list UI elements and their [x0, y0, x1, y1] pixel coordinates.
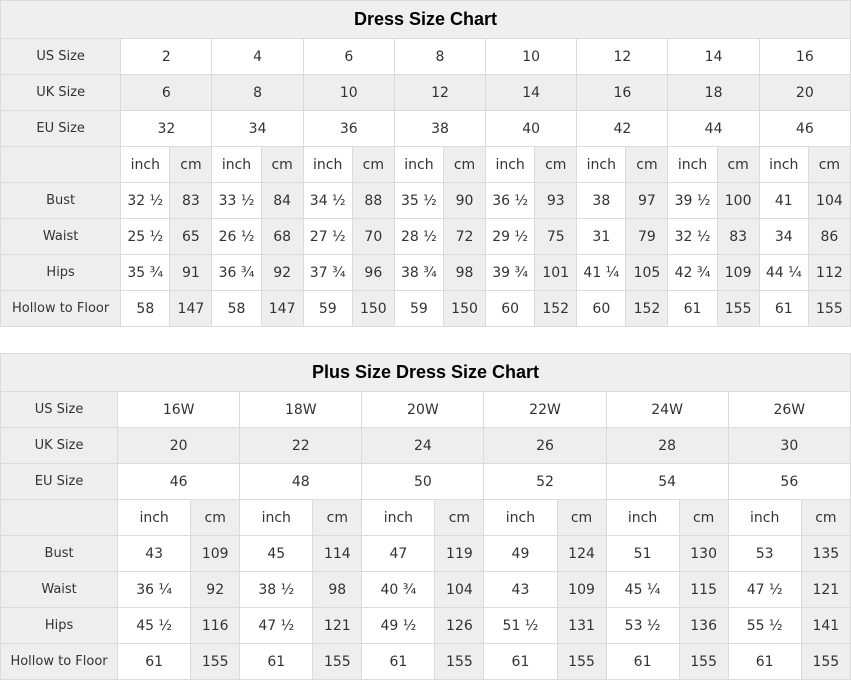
measure-value: 86 [808, 219, 850, 255]
size-value: 6 [121, 75, 212, 111]
size-value: 4 [212, 39, 303, 75]
measure-value: 121 [313, 608, 362, 644]
unit-cm-header: cm [679, 500, 728, 536]
measure-value: 112 [808, 255, 850, 291]
size-value: 16W [118, 392, 240, 428]
size-value: 12 [577, 39, 668, 75]
table-row [1, 291, 851, 327]
measure-value: 36 ½ [486, 183, 535, 219]
measure-value: 28 ½ [394, 219, 443, 255]
size-value: 8 [394, 39, 485, 75]
size-value: 10 [303, 75, 394, 111]
size-value: 10 [486, 39, 577, 75]
measure-value: 92 [191, 572, 240, 608]
table-row [1, 111, 851, 147]
measure-value: 61 [606, 644, 679, 680]
size-value: 42 [577, 111, 668, 147]
size-value: 44 [668, 111, 759, 147]
measure-value: 31 [577, 219, 626, 255]
measure-value: 88 [352, 183, 394, 219]
table-row [1, 147, 851, 183]
measure-value: 147 [261, 291, 303, 327]
row-label: Hips [1, 255, 121, 291]
unit-cm-header: cm [352, 147, 394, 183]
measure-value: 47 ½ [728, 572, 801, 608]
measure-value: 36 ¾ [212, 255, 261, 291]
unit-cm-header: cm [717, 147, 759, 183]
measure-value: 58 [121, 291, 170, 327]
measure-value: 35 ½ [394, 183, 443, 219]
size-value: 20 [759, 75, 850, 111]
size-value: 32 [121, 111, 212, 147]
measure-value: 41 ¼ [577, 255, 626, 291]
unit-inch-header: inch [728, 500, 801, 536]
measure-value: 155 [679, 644, 728, 680]
measure-value: 79 [626, 219, 668, 255]
measure-value: 25 ½ [121, 219, 170, 255]
measure-value: 100 [717, 183, 759, 219]
measure-value: 61 [484, 644, 557, 680]
size-value: 56 [728, 464, 850, 500]
measure-value: 65 [170, 219, 212, 255]
row-label: Hollow to Floor [1, 644, 118, 680]
measure-value: 36 ¼ [118, 572, 191, 608]
measure-value: 47 [362, 536, 435, 572]
unit-inch-header: inch [759, 147, 808, 183]
row-label: Hips [1, 608, 118, 644]
measure-value: 39 ½ [668, 183, 717, 219]
unit-inch-header: inch [486, 147, 535, 183]
measure-value: 155 [808, 291, 850, 327]
row-label: Waist [1, 572, 118, 608]
measure-value: 61 [668, 291, 717, 327]
row-label: Hollow to Floor [1, 291, 121, 327]
measure-value: 115 [679, 572, 728, 608]
row-label: US Size [1, 39, 121, 75]
measure-value: 155 [717, 291, 759, 327]
measure-value: 70 [352, 219, 394, 255]
measure-value: 34 ½ [303, 183, 352, 219]
size-value: 38 [394, 111, 485, 147]
unit-inch-header: inch [303, 147, 352, 183]
measure-value: 27 ½ [303, 219, 352, 255]
measure-value: 155 [557, 644, 606, 680]
measure-value: 34 [759, 219, 808, 255]
size-value: 50 [362, 464, 484, 500]
size-value: 46 [759, 111, 850, 147]
measure-value: 37 ¾ [303, 255, 352, 291]
measure-value: 43 [484, 572, 557, 608]
measure-value: 98 [443, 255, 485, 291]
table-row [1, 39, 851, 75]
unit-cm-header: cm [191, 500, 240, 536]
unit-inch-header: inch [212, 147, 261, 183]
measure-value: 75 [535, 219, 577, 255]
size-value: 26 [484, 428, 606, 464]
table-row [1, 219, 851, 255]
measure-value: 155 [191, 644, 240, 680]
table-row [1, 1, 851, 39]
measure-value: 61 [240, 644, 313, 680]
unit-cm-header: cm [557, 500, 606, 536]
row-label: Bust [1, 183, 121, 219]
measure-value: 96 [352, 255, 394, 291]
row-label: UK Size [1, 75, 121, 111]
table-row [1, 536, 851, 572]
measure-value: 58 [212, 291, 261, 327]
measure-value: 41 [759, 183, 808, 219]
measure-value: 55 ½ [728, 608, 801, 644]
size-value: 40 [486, 111, 577, 147]
measure-value: 130 [679, 536, 728, 572]
size-value: 28 [606, 428, 728, 464]
size-value: 54 [606, 464, 728, 500]
measure-value: 93 [535, 183, 577, 219]
measure-value: 121 [801, 572, 850, 608]
measure-value: 152 [535, 291, 577, 327]
measure-value: 141 [801, 608, 850, 644]
size-value: 24 [362, 428, 484, 464]
unit-cm-header: cm [313, 500, 362, 536]
unit-inch-header: inch [240, 500, 313, 536]
unit-inch-header: inch [606, 500, 679, 536]
size-value: 30 [728, 428, 850, 464]
row-label: UK Size [1, 428, 118, 464]
size-value: 24W [606, 392, 728, 428]
measure-value: 92 [261, 255, 303, 291]
measure-value: 51 ½ [484, 608, 557, 644]
row-label [1, 147, 121, 183]
measure-value: 104 [435, 572, 484, 608]
measure-value: 83 [717, 219, 759, 255]
unit-inch-header: inch [668, 147, 717, 183]
measure-value: 119 [435, 536, 484, 572]
row-label: EU Size [1, 111, 121, 147]
table-row [1, 644, 851, 680]
measure-value: 83 [170, 183, 212, 219]
measure-value: 109 [557, 572, 606, 608]
measure-value: 109 [717, 255, 759, 291]
unit-inch-header: inch [484, 500, 557, 536]
plus-size-dress-chart-table [0, 353, 851, 680]
measure-value: 61 [728, 644, 801, 680]
measure-value: 60 [486, 291, 535, 327]
measure-value: 155 [801, 644, 850, 680]
size-value: 8 [212, 75, 303, 111]
measure-value: 53 ½ [606, 608, 679, 644]
measure-value: 101 [535, 255, 577, 291]
table-row [1, 500, 851, 536]
size-value: 18 [668, 75, 759, 111]
size-value: 6 [303, 39, 394, 75]
row-label: EU Size [1, 464, 118, 500]
unit-cm-header: cm [801, 500, 850, 536]
size-value: 12 [394, 75, 485, 111]
row-label: Bust [1, 536, 118, 572]
size-value: 16 [759, 39, 850, 75]
unit-inch-header: inch [118, 500, 191, 536]
measure-value: 35 ¾ [121, 255, 170, 291]
measure-value: 47 ½ [240, 608, 313, 644]
unit-cm-header: cm [626, 147, 668, 183]
table-gap [0, 327, 851, 353]
measure-value: 61 [759, 291, 808, 327]
measure-value: 33 ½ [212, 183, 261, 219]
measure-value: 40 ¾ [362, 572, 435, 608]
size-value: 16 [577, 75, 668, 111]
table-row [1, 572, 851, 608]
measure-value: 38 ½ [240, 572, 313, 608]
measure-value: 45 ½ [118, 608, 191, 644]
measure-value: 98 [313, 572, 362, 608]
unit-cm-header: cm [808, 147, 850, 183]
measure-value: 45 [240, 536, 313, 572]
size-value: 20W [362, 392, 484, 428]
size-value: 22 [240, 428, 362, 464]
table-row [1, 392, 851, 428]
measure-value: 42 ¾ [668, 255, 717, 291]
measure-value: 44 ¼ [759, 255, 808, 291]
measure-value: 155 [313, 644, 362, 680]
row-label [1, 500, 118, 536]
unit-cm-header: cm [261, 147, 303, 183]
table-row [1, 428, 851, 464]
size-value: 14 [668, 39, 759, 75]
measure-value: 59 [303, 291, 352, 327]
unit-inch-header: inch [394, 147, 443, 183]
table-row [1, 464, 851, 500]
measure-value: 124 [557, 536, 606, 572]
measure-value: 104 [808, 183, 850, 219]
measure-value: 60 [577, 291, 626, 327]
size-value: 36 [303, 111, 394, 147]
measure-value: 38 ¾ [394, 255, 443, 291]
measure-value: 59 [394, 291, 443, 327]
table-row [1, 75, 851, 111]
measure-value: 53 [728, 536, 801, 572]
table-title: Dress Size Chart [1, 1, 851, 39]
measure-value: 49 ½ [362, 608, 435, 644]
measure-value: 105 [626, 255, 668, 291]
table-row [1, 255, 851, 291]
measure-value: 38 [577, 183, 626, 219]
measure-value: 126 [435, 608, 484, 644]
size-value: 22W [484, 392, 606, 428]
size-value: 46 [118, 464, 240, 500]
size-value: 18W [240, 392, 362, 428]
measure-value: 39 ¾ [486, 255, 535, 291]
measure-value: 150 [443, 291, 485, 327]
size-value: 14 [486, 75, 577, 111]
measure-value: 150 [352, 291, 394, 327]
unit-cm-header: cm [535, 147, 577, 183]
measure-value: 29 ½ [486, 219, 535, 255]
measure-value: 155 [435, 644, 484, 680]
measure-value: 135 [801, 536, 850, 572]
measure-value: 72 [443, 219, 485, 255]
row-label: US Size [1, 392, 118, 428]
measure-value: 116 [191, 608, 240, 644]
measure-value: 91 [170, 255, 212, 291]
measure-value: 45 ¼ [606, 572, 679, 608]
size-value: 20 [118, 428, 240, 464]
unit-cm-header: cm [435, 500, 484, 536]
measure-value: 136 [679, 608, 728, 644]
measure-value: 114 [313, 536, 362, 572]
table-row [1, 183, 851, 219]
size-value: 2 [121, 39, 212, 75]
size-value: 34 [212, 111, 303, 147]
table-row [1, 608, 851, 644]
size-value: 48 [240, 464, 362, 500]
measure-value: 147 [170, 291, 212, 327]
measure-value: 61 [118, 644, 191, 680]
unit-inch-header: inch [577, 147, 626, 183]
unit-inch-header: inch [121, 147, 170, 183]
table-title: Plus Size Dress Size Chart [1, 354, 851, 392]
row-label: Waist [1, 219, 121, 255]
measure-value: 51 [606, 536, 679, 572]
unit-cm-header: cm [443, 147, 485, 183]
measure-value: 32 ½ [121, 183, 170, 219]
size-value: 26W [728, 392, 850, 428]
unit-inch-header: inch [362, 500, 435, 536]
dress-size-chart-table [0, 0, 851, 327]
measure-value: 32 ½ [668, 219, 717, 255]
measure-value: 84 [261, 183, 303, 219]
measure-value: 49 [484, 536, 557, 572]
size-value: 52 [484, 464, 606, 500]
measure-value: 131 [557, 608, 606, 644]
measure-value: 152 [626, 291, 668, 327]
measure-value: 61 [362, 644, 435, 680]
measure-value: 26 ½ [212, 219, 261, 255]
table-row [1, 354, 851, 392]
measure-value: 97 [626, 183, 668, 219]
measure-value: 68 [261, 219, 303, 255]
measure-value: 109 [191, 536, 240, 572]
measure-value: 90 [443, 183, 485, 219]
unit-cm-header: cm [170, 147, 212, 183]
measure-value: 43 [118, 536, 191, 572]
